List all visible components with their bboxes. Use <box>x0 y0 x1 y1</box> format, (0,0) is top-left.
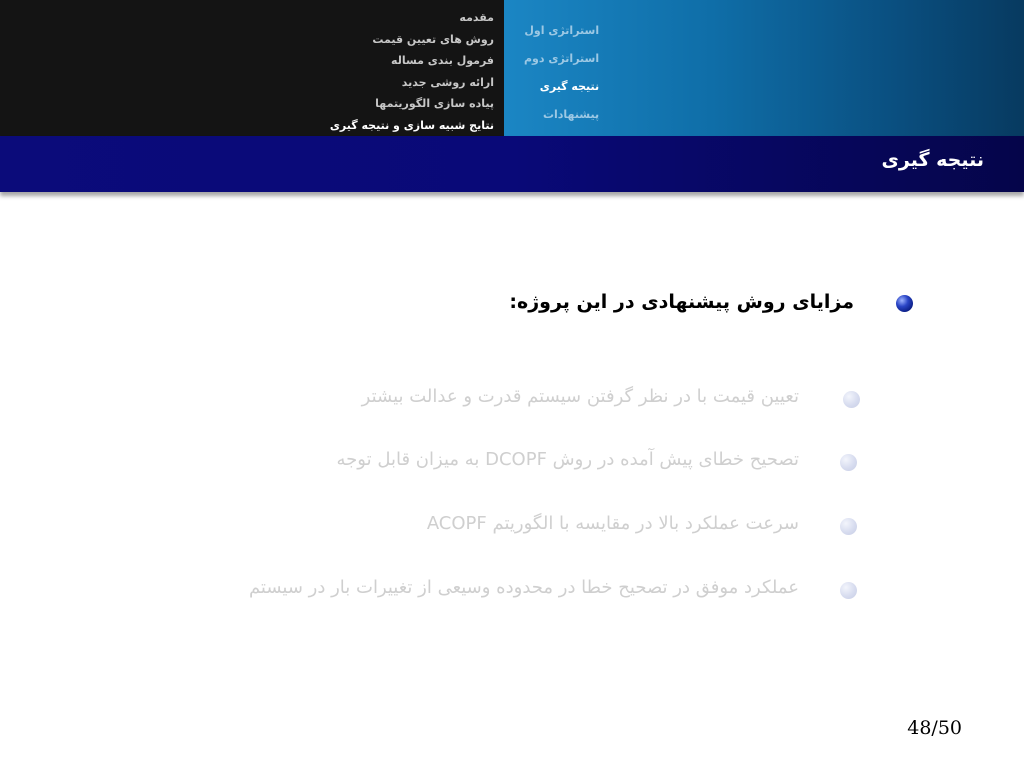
nav-subsection-strategy-two[interactable]: استراتژی دوم <box>524 52 600 65</box>
nav-section-pricing-methods[interactable]: روش های تعیین قیمت <box>372 32 494 46</box>
nav-subsection-conclusion[interactable]: نتیجه گیری <box>539 80 600 93</box>
sub-point-3: سرعت عملکرد بالا در مقایسه با الگوریتم ACOPF <box>426 513 799 534</box>
main-point: مزایای روش پیشنهادی در این پروژه: <box>509 291 854 313</box>
sub-point-4: عملکرد موفق در تصحیح خطا در محدوده وسیعی از تغییرات بار در سیستم <box>248 577 799 598</box>
nav-section-new-method[interactable]: ارائه روشی جدید <box>401 75 494 89</box>
nav-section-intro[interactable]: مقدمه <box>459 11 494 24</box>
subsection-list <box>524 17 599 129</box>
sub-point-2: تصحیح خطای پیش آمده در روش DCOPF به میزان قابل توجه <box>336 449 799 470</box>
frame-title: نتیجه گیری <box>881 149 984 171</box>
section-list <box>330 7 494 136</box>
bullet-icon <box>896 295 913 312</box>
bullet-icon <box>840 454 857 471</box>
nav-subsection-suggestions[interactable]: پیشنهادات <box>542 108 600 121</box>
bullet-icon <box>840 582 857 599</box>
page-number: 48/50 <box>907 717 962 739</box>
section-navigation <box>0 0 504 136</box>
frame-title-bar <box>0 136 1024 192</box>
nav-section-results[interactable]: نتایج شبیه سازی و نتیجه گیری <box>329 118 494 132</box>
subsection-navigation <box>504 0 1024 136</box>
bullet-icon <box>843 391 860 408</box>
nav-section-implementation[interactable]: پیاده سازی الگوریتمها <box>375 97 494 110</box>
sub-point-1: تعیین قیمت با در نظر گرفتن سیستم قدرت و عدالت بیشتر <box>361 386 799 407</box>
bullet-icon <box>840 518 857 535</box>
nav-section-formulation[interactable]: فرمول بندی مساله <box>391 54 494 67</box>
nav-subsection-strategy-one[interactable]: استراتژی اول <box>524 24 600 37</box>
